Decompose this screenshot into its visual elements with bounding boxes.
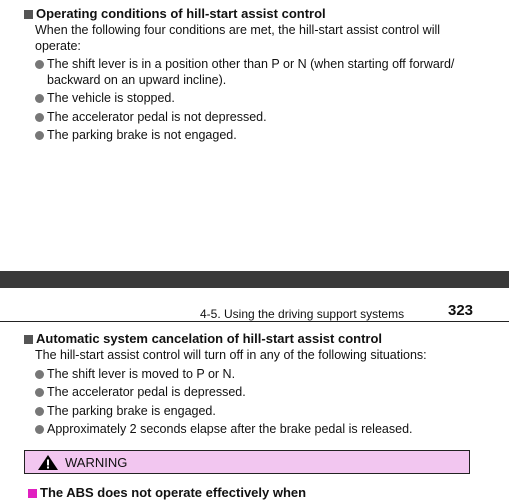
section-heading — [24, 331, 494, 347]
list-item: The shift lever is in a position other than P or N (when starting off forward/ backward on an upward incline). — [35, 57, 481, 88]
heading-marker-icon — [24, 10, 33, 19]
bullet-icon — [35, 60, 44, 69]
list-item: The vehicle is stopped. — [35, 91, 481, 107]
list-item: Approximately 2 seconds elapse after the brake pedal is released. — [35, 422, 481, 438]
cancel-list — [35, 367, 481, 438]
warning-banner — [24, 450, 470, 474]
bullet-icon — [35, 425, 44, 434]
header-rule — [0, 321, 509, 322]
page-divider — [0, 271, 509, 288]
list-item: The parking brake is engaged. — [35, 404, 481, 420]
heading-text: Operating conditions of hill-start assist control — [36, 6, 326, 21]
bullet-icon — [35, 388, 44, 397]
heading-text: Automatic system cancelation of hill-start assist control — [36, 331, 383, 346]
bullet-icon — [35, 94, 44, 103]
bullet-icon — [35, 113, 44, 122]
heading-marker-icon — [24, 335, 33, 344]
bullet-icon — [35, 370, 44, 379]
bullet-icon — [35, 407, 44, 416]
top-section — [24, 6, 494, 147]
bullet-icon — [35, 131, 44, 140]
running-header: 4-5. Using the driving support systems — [200, 307, 405, 321]
warning-heading-text: The ABS does not operate effectively when — [40, 485, 307, 500]
page-number: 323 — [448, 302, 474, 319]
section-body: When the following four conditions are met, the hill-start assist control will operate: — [35, 23, 441, 53]
section-body: The hill-start assist control will turn off in any of the following situations: — [35, 348, 427, 362]
warning-heading — [28, 485, 306, 501]
page-header — [0, 297, 509, 323]
section-heading — [24, 6, 494, 22]
warning-label: WARNING — [65, 454, 128, 470]
list-item: The accelerator pedal is not depressed. — [35, 110, 481, 126]
warning-marker-icon — [28, 489, 37, 498]
list-item: The accelerator pedal is depressed. — [35, 385, 481, 401]
list-item: The shift lever is moved to P or N. — [35, 367, 481, 383]
warning-icon — [37, 454, 59, 471]
list-item: The parking brake is not engaged. — [35, 128, 481, 144]
bottom-section — [24, 331, 494, 441]
condition-list — [35, 57, 481, 144]
